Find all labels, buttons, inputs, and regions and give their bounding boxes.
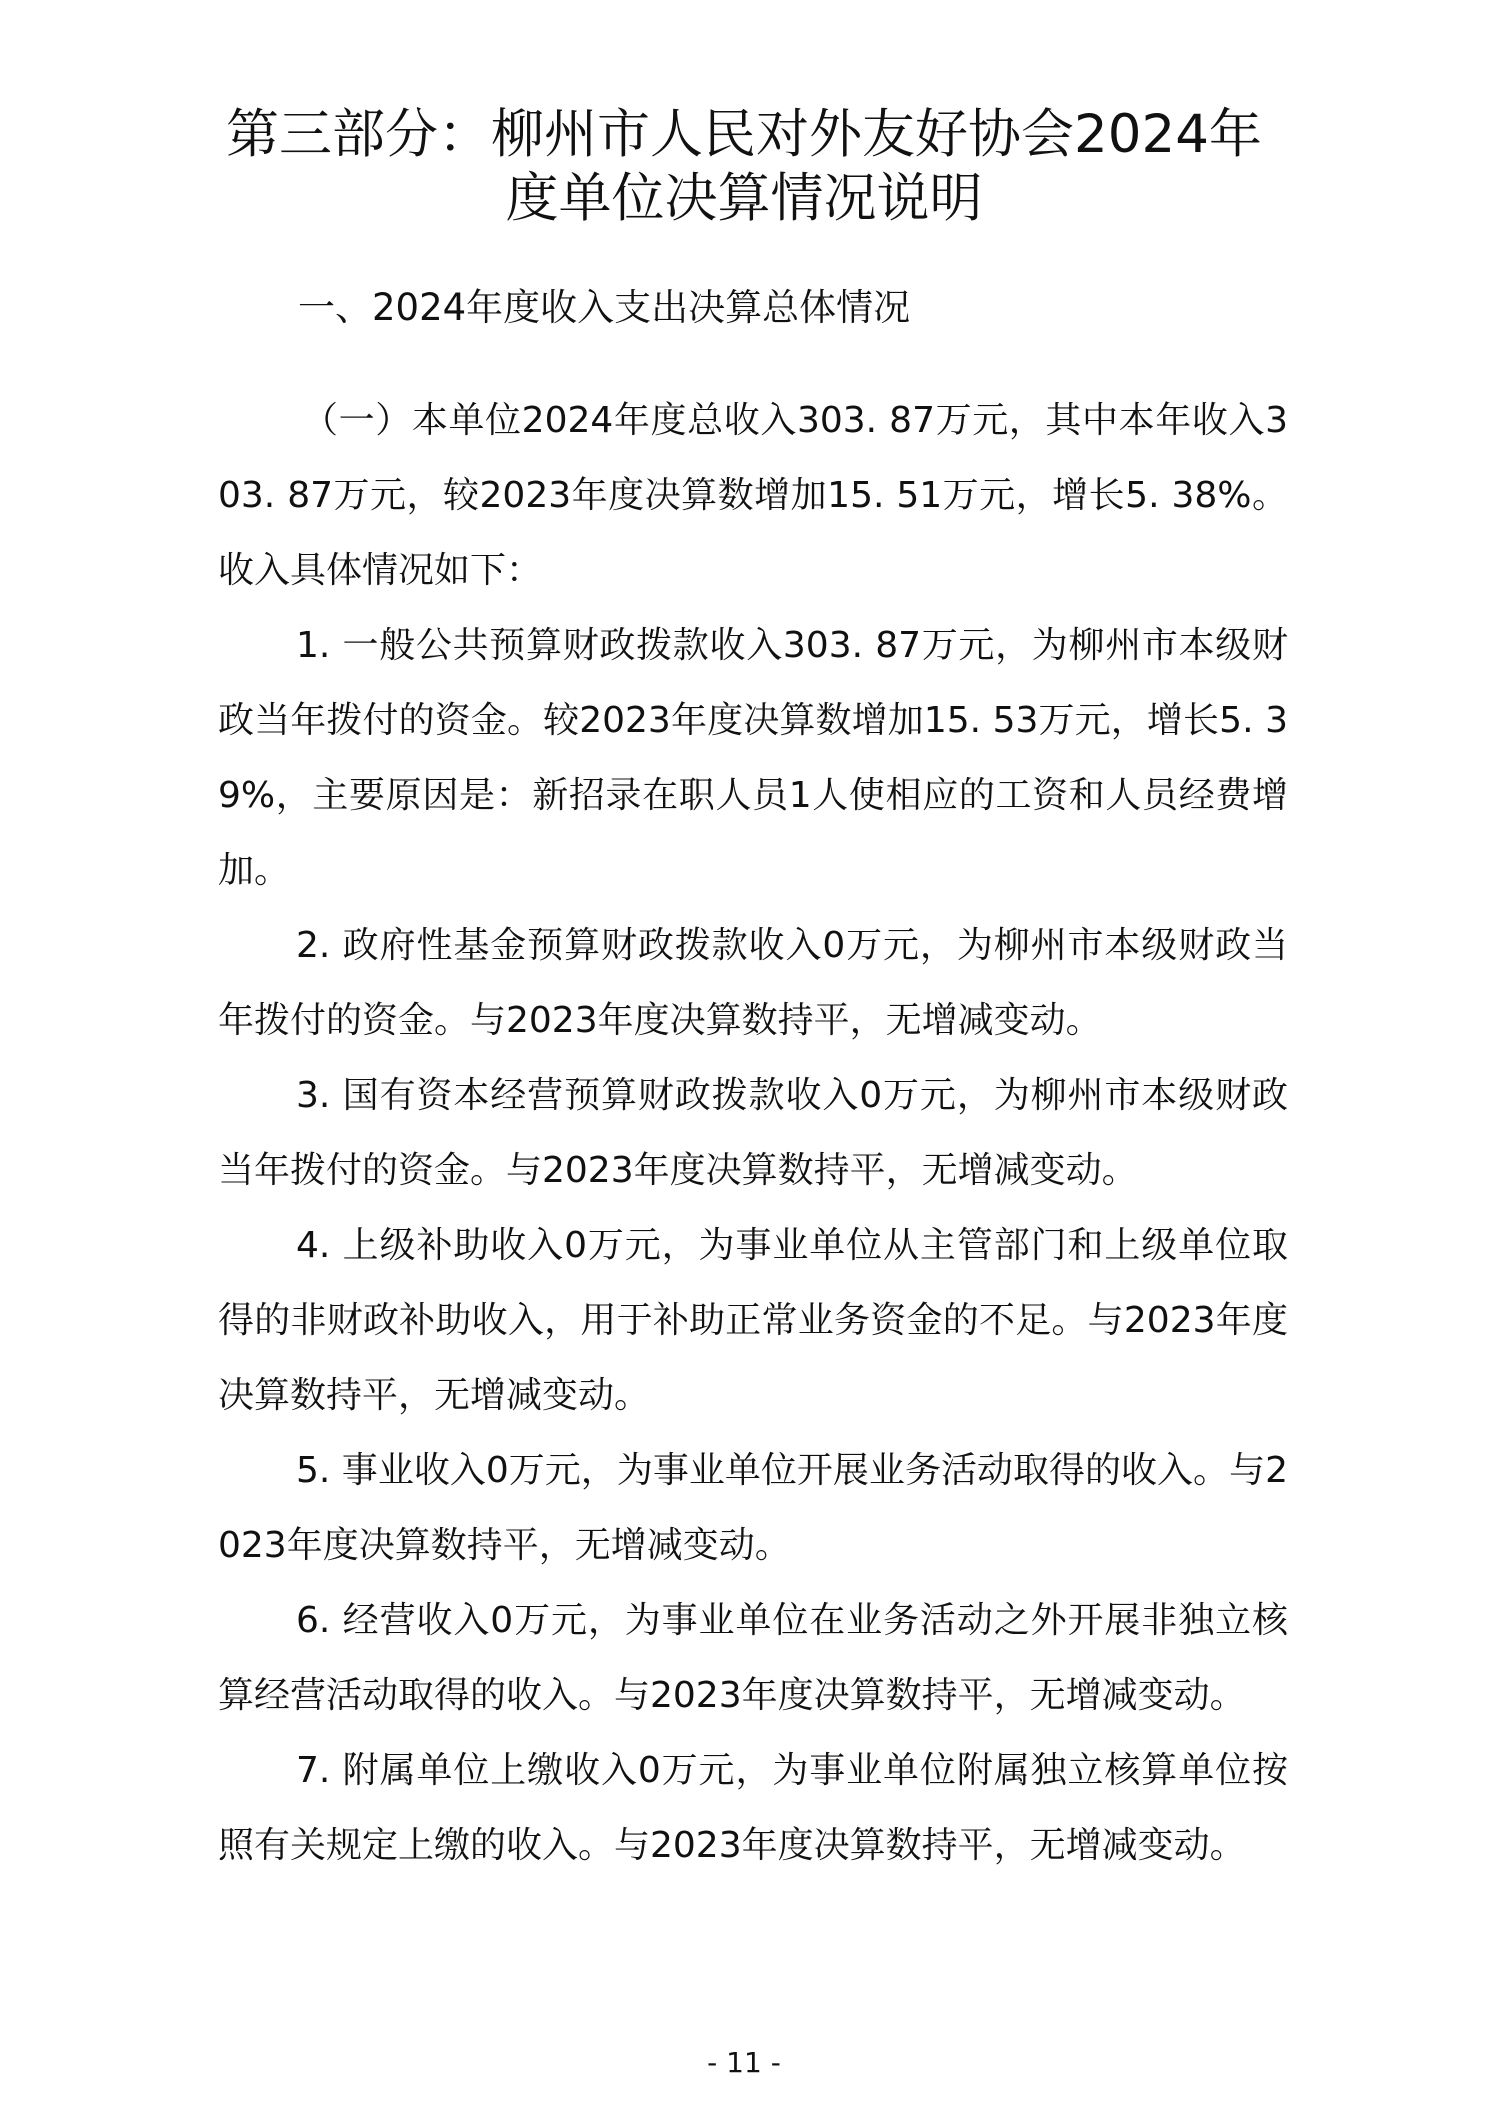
document-body bbox=[218, 383, 1288, 1883]
paragraph-general-budget: 1. 一般公共预算财政拨款收入303. 87万元，为柳州市本级财政当年拨付的资金。较2023年度决算数增加15. 53万元，增长5. 39%，主要原因是：新招录在职人员1人使相应的工资和人员经费增加。 bbox=[218, 625, 1288, 891]
paragraph-affiliated-income: 7. 附属单位上缴收入0万元，为事业单位附属独立核算单位按照有关规定上缴的收入。与2023年度决算数持平，无增减变动。 bbox=[218, 1750, 1288, 1866]
title-line-1: 第三部分：柳州市人民对外友好协会2024年 bbox=[226, 104, 1262, 165]
title-line-2: 度单位决算情况说明 bbox=[505, 168, 983, 229]
paragraph-state-capital: 3. 国有资本经营预算财政拨款收入0万元，为柳州市本级财政当年拨付的资金。与2023年度决算数持平，无增减变动。 bbox=[218, 1075, 1288, 1191]
paragraph-government-fund: 2. 政府性基金预算财政拨款收入0万元，为柳州市本级财政当年拨付的资金。与2023年度决算数持平，无增减变动。 bbox=[218, 925, 1288, 1041]
section-heading: 一、2024年度收入支出决算总体情况 bbox=[298, 286, 911, 329]
page-number: - 11 - bbox=[707, 2046, 781, 2079]
paragraph-operating-income: 6. 经营收入0万元，为事业单位在业务活动之外开展非独立核算经营活动取得的收入。与2023年度决算数持平，无增减变动。 bbox=[218, 1600, 1288, 1716]
paragraph-business-income: 5. 事业收入0万元，为事业单位开展业务活动取得的收入。与2023年度决算数持平，无增减变动。 bbox=[218, 1450, 1288, 1566]
paragraph-total-income: （一）本单位2024年度总收入303. 87万元，其中本年收入303. 87万元，较2023年度决算数增加15. 51万元，增长5. 38%。收入具体情况如下： bbox=[218, 400, 1288, 591]
page-title bbox=[200, 103, 1288, 231]
paragraph-superior-subsidy: 4. 上级补助收入0万元，为事业单位从主管部门和上级单位取得的非财政补助收入，用于补助正常业务资金的不足。与2023年度决算数持平，无增减变动。 bbox=[218, 1225, 1288, 1416]
